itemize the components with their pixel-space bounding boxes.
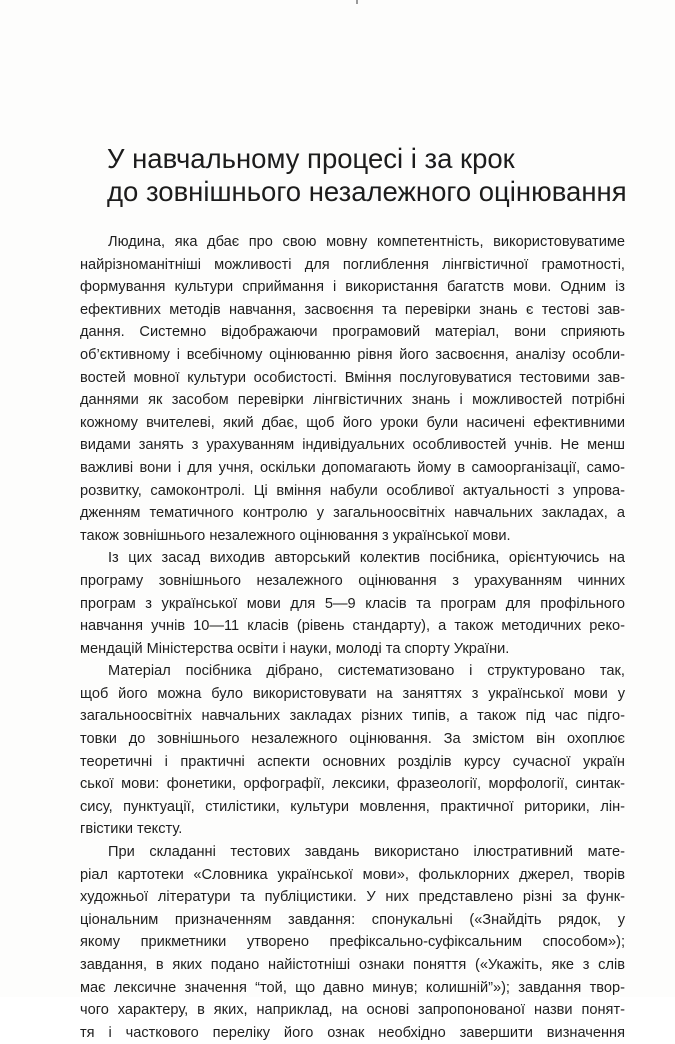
text-line: загальноосвітніх навчальних закладах різних типів, а також під час підго-: [80, 708, 625, 725]
text-line: найрізноманітніші можливості для поглиблення лінгвістичної грамотності,: [80, 256, 625, 273]
text-line: важливі вони і для учня, оскільки допомагають йому в самоорганізації, само-: [80, 459, 625, 476]
text-line: товки до зовнішнього незалежного оцінювання. За змістом він охоплює: [80, 731, 625, 748]
text-line: мендацій Міністерства освіти і науки, молоді та спорту України.: [80, 640, 510, 657]
text-line: щоб його можна було використовувати на заняттях з української мови у: [80, 685, 625, 702]
text-line: ціональним призначенням завдання: спонукальні («Знайдіть рядок, у: [80, 911, 625, 928]
text-line: Із цих засад виходив авторський колектив посібника, орієнтуючись на: [108, 550, 625, 567]
text-line: завдання, в яких подано найістотніші ознаки поняття («Укажіть, яке з слів: [80, 957, 625, 973]
text-line: даннями як засобом перевірки лінгвістичних знань і можливостей потрібні: [80, 392, 625, 409]
title-line: У навчальному процесі і за крок: [107, 143, 515, 174]
text-line: востей мовної культури особистості. Вміння послуговуватися тестовими зав-: [80, 369, 625, 386]
text-line: навчання учнів 10—11 класів (рівень стандарту), а також методичних реко-: [80, 618, 625, 635]
paragraph: [80, 660, 625, 841]
paragraph: [80, 547, 625, 660]
section-title: [107, 142, 647, 208]
scan-mark: [356, 0, 358, 4]
text-line: якому прикметники утворено префіксально-суфіксальним способом»);: [80, 934, 625, 951]
text-line: Матеріал посібника дібрано, систематизовано і структуровано так,: [108, 663, 625, 680]
text-line: має лексичне значення “той, що давно минув; колишній”»); завдання твор-: [80, 979, 625, 996]
text-line: програм з української мови для 5—9 класів та програм для профільного: [80, 595, 625, 612]
text-line: художньої літератури та публіцистики. У них представлено різні за функ-: [80, 889, 625, 906]
text-line: сису, пунктуації, стилістики, культури мовлення, практичної риторики, лін-: [80, 798, 625, 815]
text-line: чого характеру, в яких, наприклад, на основі запропонованої назви понят-: [80, 1002, 625, 1019]
text-line: ріал картотеки «Словника української мови», фольклорних джерел, творів: [80, 866, 625, 883]
text-line: об’єктивному і всебічному оцінюванню рівня його засвоєння, аналізу особли-: [80, 346, 625, 363]
text-line: кожному вчителеві, який дбає, щоб його уроки були насичені ефективними: [80, 414, 625, 431]
text-line: також зовнішнього незалежного оцінювання з української мови.: [80, 527, 511, 544]
text-line: ефективних методів навчання, засвоєння та перевірки знань є тестові зав-: [80, 301, 625, 318]
text-line: При складанні тестових завдань використано ілюстративний мате-: [108, 844, 625, 861]
text-line: тя і часткового переліку його ознак необхідно завершити визначення: [80, 1024, 625, 1041]
text-line: формування культури сприймання і використання багатств мови. Одним із: [80, 279, 625, 296]
text-line: розвитку, самоконтролі. Ці вміння набули особливої актуальності з упрова-: [80, 482, 625, 499]
text-line: дженням тематичного контролю у загальноосвітніх навчальних закладах, а: [80, 505, 625, 522]
paragraph: [80, 841, 625, 1044]
text-line: дання. Системно відображаючи програмовий матеріал, вони сприяють: [80, 324, 625, 341]
text-line: теоретичні і практичні аспекти основних розділів курсу сучасної україн: [80, 753, 625, 770]
text-line: видами занять з урахуванням індивідуальних особливостей учнів. Не менш: [80, 437, 625, 454]
body-text: [80, 231, 625, 1044]
text-line: Людина, яка дбає про свою мовну компетентність, використовуватиме: [108, 234, 625, 250]
text-line: ської мови: фонетики, орфографії, лексики, фразеології, морфології, синтак-: [80, 776, 625, 793]
paragraph: [80, 231, 625, 547]
title-line: до зовнішнього незалежного оцінювання: [107, 176, 627, 207]
text-line: гвістики тексту.: [80, 821, 183, 838]
text-line: програму зовнішнього незалежного оцінювання з урахуванням чинних: [80, 572, 625, 589]
